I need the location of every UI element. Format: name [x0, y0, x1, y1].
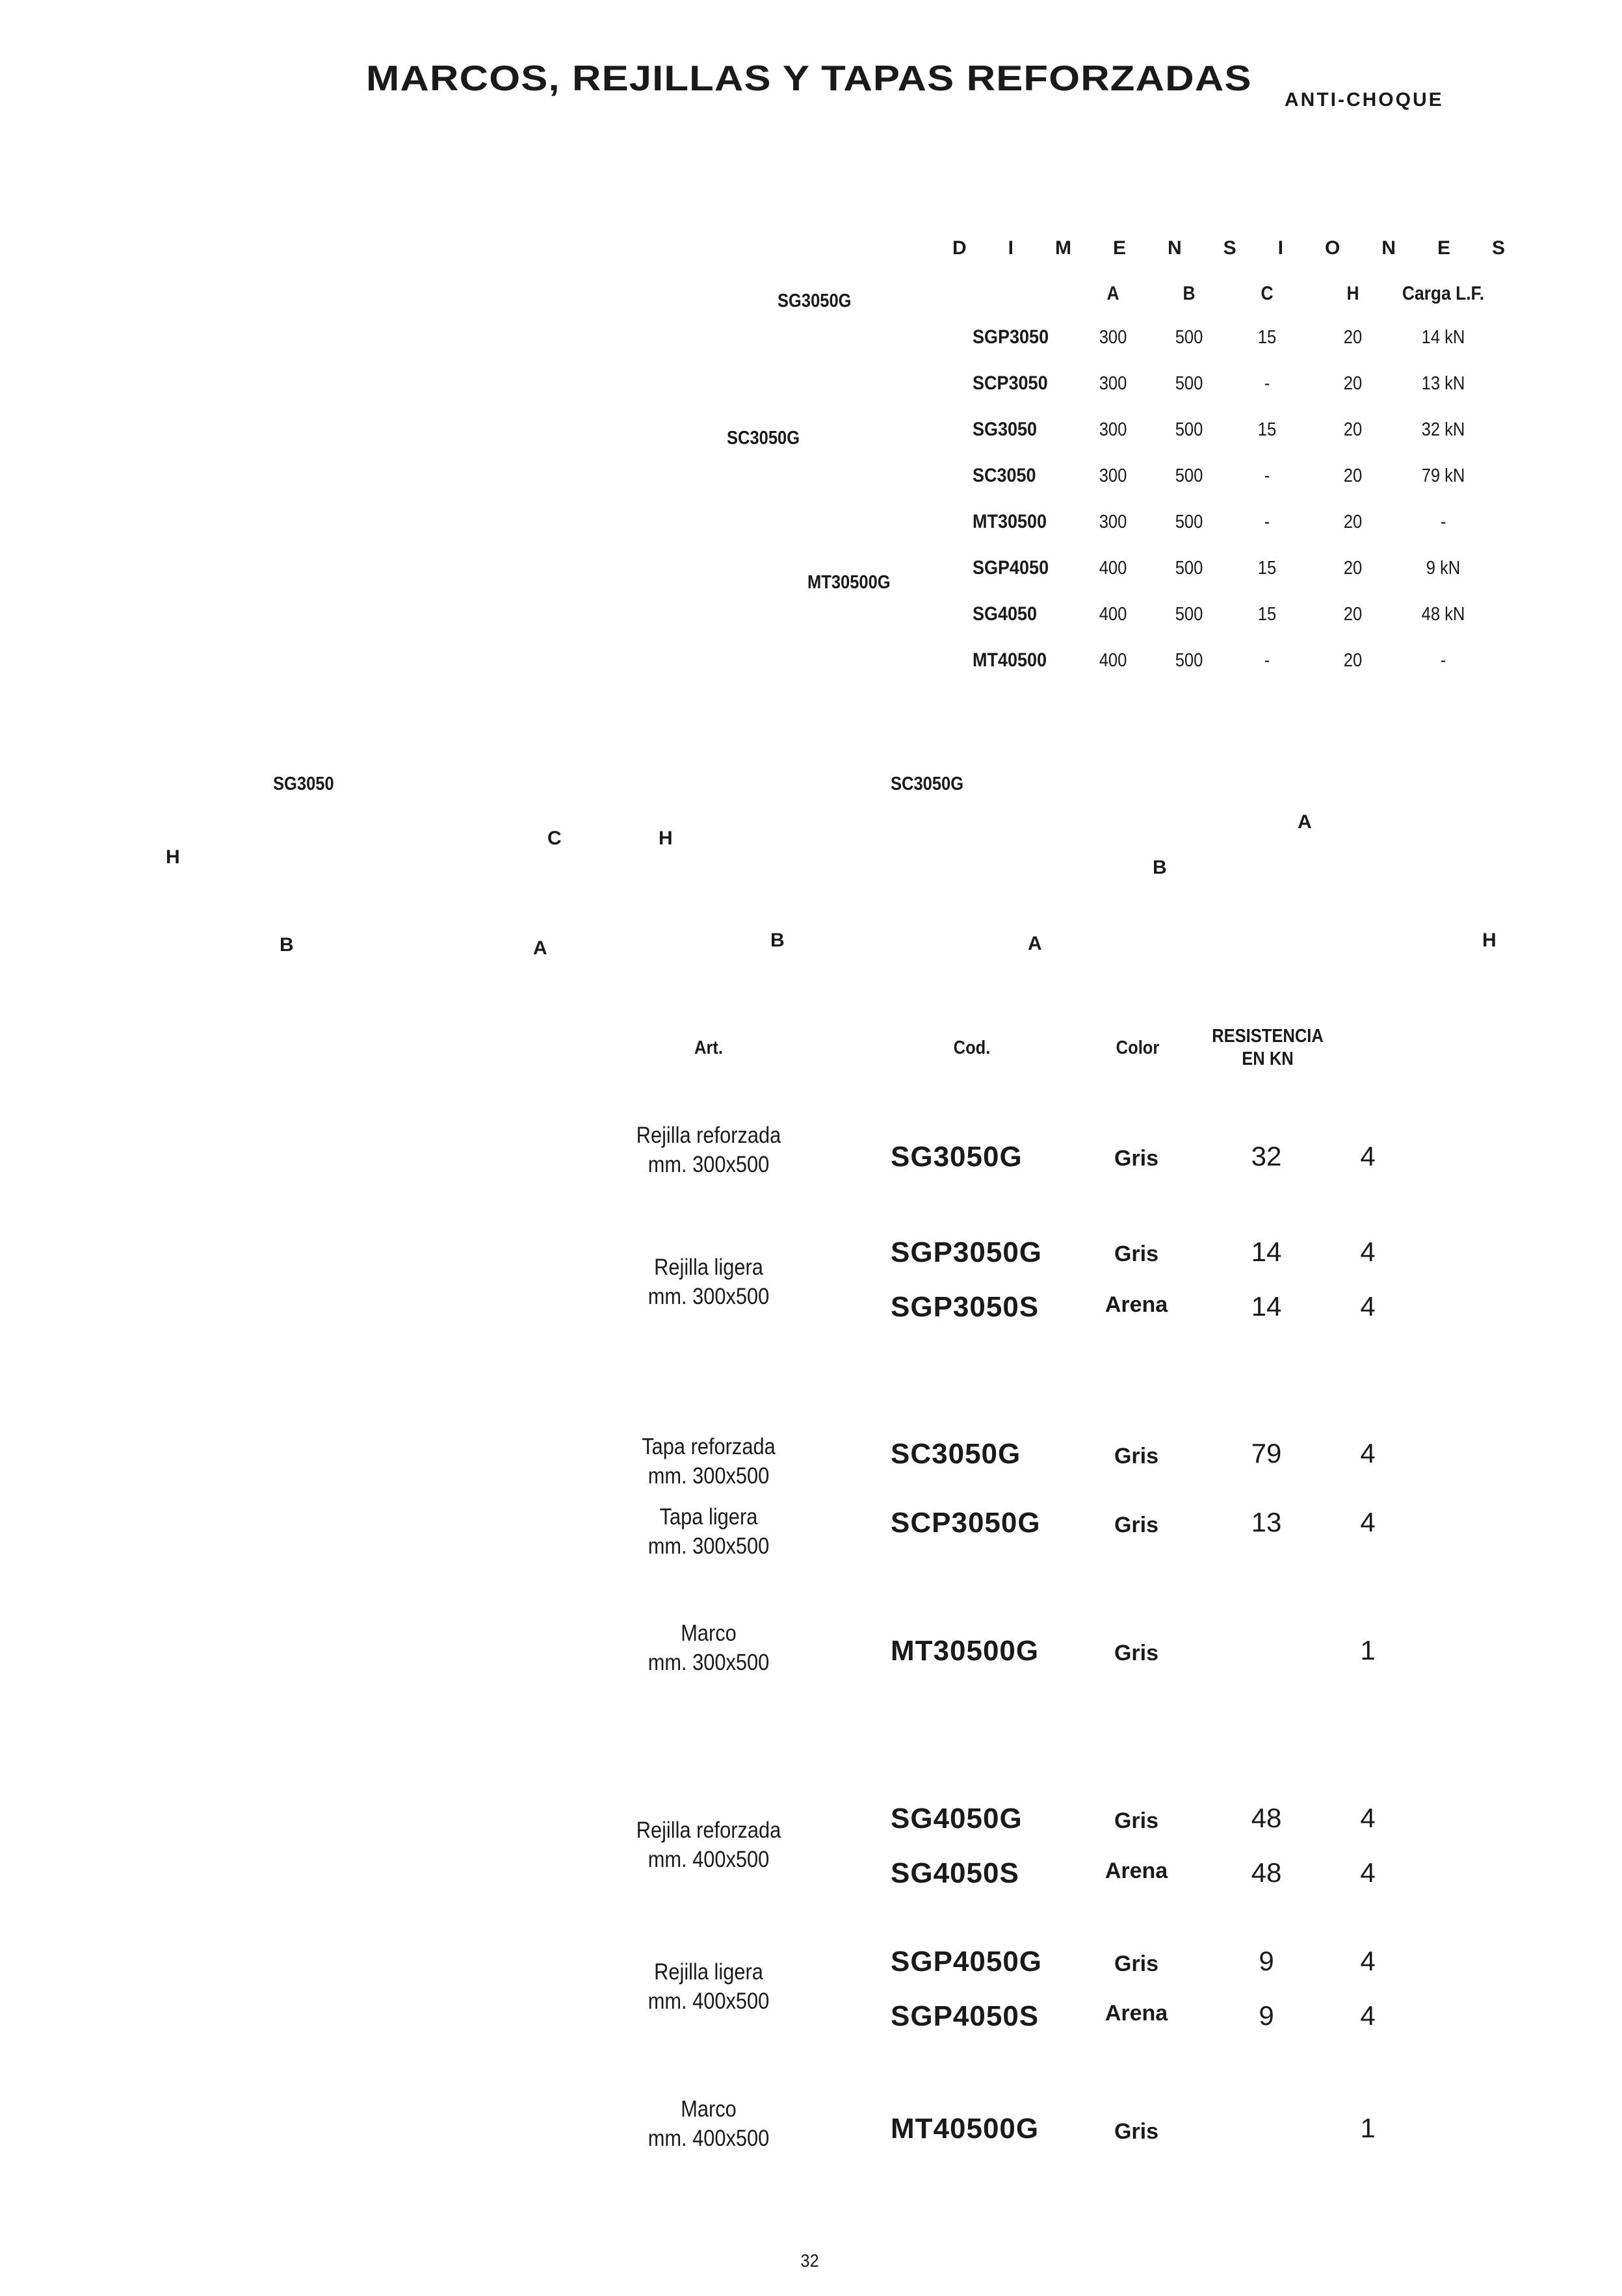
product-color: Gris	[1114, 1808, 1159, 1833]
cell-b: 500	[1175, 604, 1203, 625]
cell-b: 500	[1175, 373, 1203, 394]
article-name: Rejilla reforzada	[636, 1818, 781, 1843]
col-header-a: A	[1106, 283, 1119, 304]
page-subtitle: ANTI-CHOQUE	[1285, 89, 1444, 111]
product-color: Gris	[1114, 1444, 1159, 1468]
article-name: Rejilla ligera	[654, 1255, 763, 1280]
article-description	[588, 1121, 829, 1179]
row-code: SGP4050	[973, 557, 1049, 579]
drawing-label-sc3050g: SC3050G	[891, 774, 964, 794]
row-code: SGP3050	[973, 326, 1049, 348]
header-art: Art.	[694, 1037, 723, 1058]
product-resistance: 48	[1251, 1857, 1282, 1888]
product-code: SCP3050G	[891, 1507, 1041, 1539]
cell-c: 15	[1257, 419, 1277, 440]
dimension-label: B	[280, 934, 294, 956]
cell-a: 300	[1099, 512, 1127, 532]
product-quantity: 4	[1360, 1857, 1376, 1888]
product-quantity: 4	[1360, 1946, 1376, 1976]
cell-b: 500	[1175, 419, 1203, 440]
product-quantity: 4	[1360, 2000, 1376, 2031]
article-size: mm. 300x500	[647, 1152, 770, 1177]
cell-a: 300	[1099, 419, 1127, 440]
product-resistance: 79	[1251, 1438, 1282, 1468]
row-code: SCP3050	[973, 372, 1048, 394]
product-color: Arena	[1105, 1292, 1168, 1317]
article-description	[588, 1619, 829, 1677]
dim-letter: S	[1223, 237, 1236, 259]
cell-h: 20	[1343, 604, 1363, 625]
dimension-label: H	[1482, 930, 1497, 951]
article-description	[588, 1816, 829, 1874]
product-quantity: 4	[1360, 1236, 1376, 1267]
article-name: Rejilla ligera	[654, 1959, 763, 1985]
image-label-mt30500g: MT30500G	[807, 572, 891, 593]
row-code: SG4050	[973, 603, 1038, 625]
cell-c: 15	[1257, 327, 1277, 348]
product-resistance: 14	[1251, 1236, 1282, 1267]
dim-letter: O	[1324, 237, 1341, 259]
dim-letter: N	[1381, 237, 1396, 259]
article-description	[588, 1502, 829, 1561]
cell-carga: 14 kN	[1421, 327, 1465, 348]
dim-letter: D	[952, 237, 967, 259]
dimension-label: H	[166, 846, 180, 868]
product-color: Gris	[1114, 1146, 1159, 1171]
product-quantity: 4	[1360, 1141, 1376, 1171]
cell-carga: 48 kN	[1421, 604, 1465, 625]
article-size: mm. 400x500	[647, 1989, 770, 2014]
cell-h: 20	[1343, 465, 1363, 486]
cell-h: 20	[1343, 512, 1363, 532]
cell-h: 20	[1343, 373, 1363, 394]
dimension-label: A	[1298, 811, 1312, 833]
product-code: SG4050S	[891, 1857, 1019, 1889]
product-resistance: 13	[1251, 1507, 1282, 1537]
page-number: 32	[800, 2250, 819, 2271]
article-name: Marco	[681, 1621, 737, 1646]
dim-letter: I	[1008, 237, 1014, 259]
product-code: SG3050G	[891, 1141, 1023, 1173]
cell-c: -	[1264, 465, 1270, 486]
header-resistencia: RESISTENCIA	[1212, 1026, 1324, 1047]
article-size: mm. 300x500	[647, 1650, 770, 1675]
dimension-label: A	[533, 937, 547, 959]
product-color: Arena	[1105, 1859, 1168, 1883]
article-size: mm. 300x500	[647, 1463, 770, 1489]
product-resistance: 48	[1251, 1803, 1282, 1833]
article-name: Tapa ligera	[659, 1504, 758, 1530]
product-resistance: 9	[1259, 2000, 1274, 2031]
product-code: SGP4050G	[891, 1946, 1043, 1977]
article-description	[588, 2094, 829, 2153]
cell-h: 20	[1343, 327, 1363, 348]
dimension-label: B	[1153, 857, 1167, 878]
col-header-carga: Carga L.F.	[1402, 283, 1485, 304]
cell-carga: 32 kN	[1421, 419, 1465, 440]
dimension-label: A	[1028, 933, 1042, 954]
product-color: Gris	[1114, 1951, 1159, 1976]
col-header-c: C	[1261, 283, 1274, 304]
row-code: MT30500	[973, 511, 1047, 532]
product-color: Gris	[1114, 1242, 1159, 1266]
article-description	[588, 1957, 829, 2016]
cell-c: -	[1264, 512, 1270, 532]
product-color: Arena	[1105, 2001, 1168, 2026]
cell-carga: 79 kN	[1421, 465, 1465, 486]
product-code: SGP4050S	[891, 2000, 1040, 2032]
drawing-label-sg3050: SG3050	[273, 774, 334, 794]
cell-h: 20	[1343, 558, 1363, 579]
row-code: MT40500	[973, 649, 1047, 671]
dimension-label: B	[770, 930, 785, 951]
product-resistance: 32	[1251, 1141, 1282, 1171]
article-size: mm. 400x500	[647, 2126, 770, 2151]
product-color: Gris	[1114, 1513, 1159, 1537]
article-name: Rejilla reforzada	[636, 1123, 781, 1148]
cell-a: 300	[1099, 465, 1127, 486]
cell-c: -	[1264, 373, 1270, 394]
cell-b: 500	[1175, 558, 1203, 579]
product-quantity: 1	[1360, 1635, 1376, 1665]
product-resistance: 9	[1259, 1946, 1274, 1976]
cell-carga: -	[1440, 650, 1446, 671]
product-code: MT40500G	[891, 2113, 1040, 2145]
row-code: SC3050	[973, 465, 1036, 486]
product-resistance: 14	[1251, 1291, 1282, 1322]
cell-b: 500	[1175, 512, 1203, 532]
cell-a: 400	[1099, 650, 1127, 671]
dim-letter: M	[1054, 237, 1071, 259]
product-color: Gris	[1114, 1641, 1159, 1665]
cell-b: 500	[1175, 465, 1203, 486]
product-code: MT30500G	[891, 1635, 1040, 1667]
image-label-sg3050g: SG3050G	[778, 291, 852, 311]
product-code: SGP3050G	[891, 1236, 1043, 1268]
product-code: SG4050G	[891, 1803, 1023, 1834]
cell-h: 20	[1343, 419, 1363, 440]
cell-b: 500	[1175, 327, 1203, 348]
cell-a: 300	[1099, 373, 1127, 394]
product-quantity: 4	[1360, 1438, 1376, 1468]
dim-letter: I	[1277, 237, 1283, 259]
article-description	[588, 1253, 829, 1311]
dimensions-heading	[952, 237, 1505, 259]
header-cod: Cod.	[953, 1037, 991, 1058]
col-header-b: B	[1183, 283, 1196, 304]
article-size: mm. 400x500	[647, 1847, 770, 1872]
header-en-kn: EN KN	[1242, 1049, 1294, 1069]
product-code: SC3050G	[891, 1438, 1021, 1470]
cell-carga: -	[1440, 512, 1446, 532]
dim-letter: E	[1437, 237, 1450, 259]
cell-c: -	[1264, 650, 1270, 671]
cell-h: 20	[1343, 650, 1363, 671]
product-quantity: 4	[1360, 1803, 1376, 1833]
product-quantity: 4	[1360, 1507, 1376, 1537]
page-title: MARCOS, REJILLAS Y TAPAS REFORZADAS	[366, 58, 1252, 98]
cell-c: 15	[1257, 604, 1277, 625]
cell-carga: 13 kN	[1421, 373, 1465, 394]
image-label-sc3050g: SC3050G	[727, 428, 800, 449]
dim-letter: E	[1112, 237, 1126, 259]
cell-a: 400	[1099, 558, 1127, 579]
col-header-h: H	[1346, 283, 1359, 304]
article-name: Tapa reforzada	[642, 1434, 776, 1459]
cell-c: 15	[1257, 558, 1277, 579]
row-code: SG3050	[973, 419, 1038, 440]
header-color: Color	[1116, 1037, 1160, 1058]
cell-carga: 9 kN	[1426, 558, 1461, 579]
cell-b: 500	[1175, 650, 1203, 671]
article-size: mm. 300x500	[647, 1284, 770, 1309]
product-quantity: 1	[1360, 2113, 1376, 2143]
article-size: mm. 300x500	[647, 1533, 770, 1559]
dimension-label: H	[659, 828, 673, 849]
dim-letter: N	[1167, 237, 1182, 259]
dimension-label: C	[547, 828, 562, 849]
article-name: Marco	[681, 2096, 737, 2122]
article-description	[588, 1432, 829, 1491]
dim-letter: S	[1491, 237, 1505, 259]
product-color: Gris	[1114, 2119, 1159, 2144]
cell-a: 400	[1099, 604, 1127, 625]
cell-a: 300	[1099, 327, 1127, 348]
product-code: SGP3050S	[891, 1291, 1040, 1323]
product-quantity: 4	[1360, 1291, 1376, 1322]
